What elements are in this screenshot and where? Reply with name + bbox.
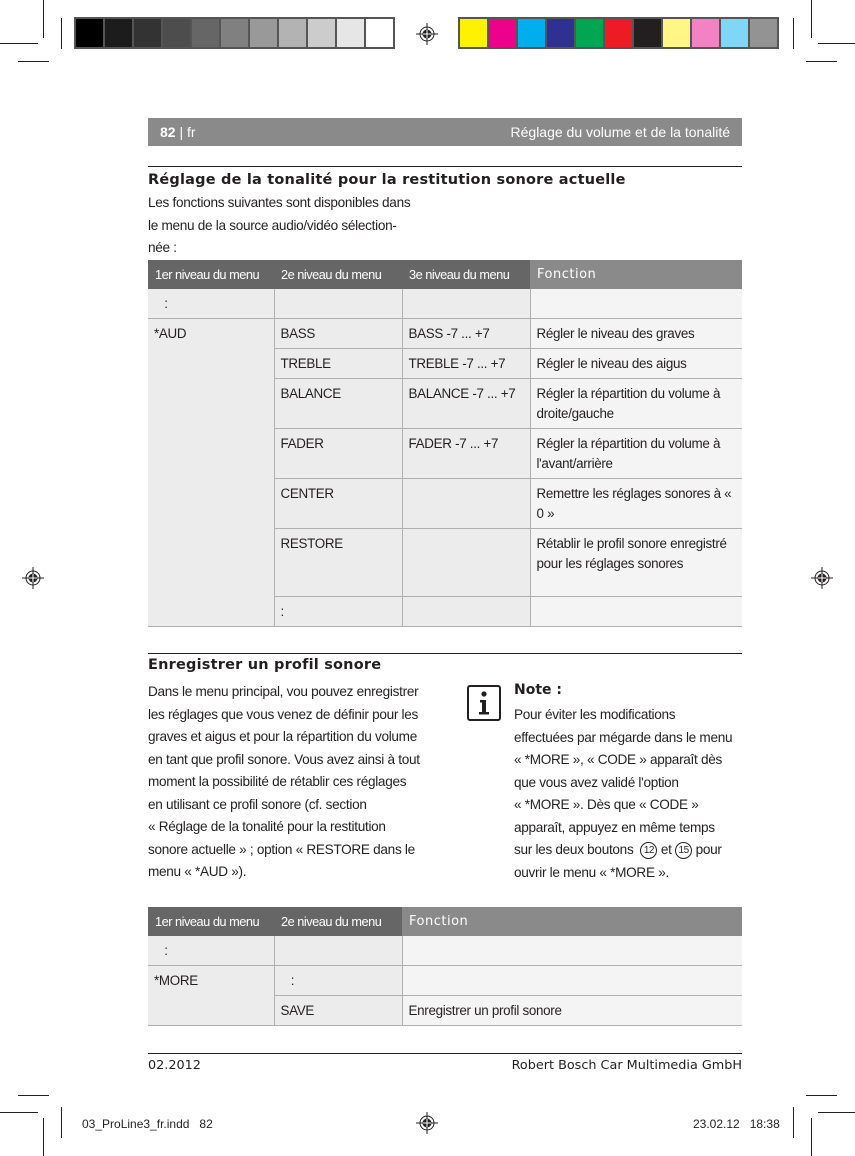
table-cell [402, 936, 742, 966]
color-swatch [547, 19, 574, 47]
column-header: Fonction [402, 907, 742, 936]
table-cell: BASS [274, 319, 402, 349]
color-swatch [634, 19, 661, 47]
table-cell [530, 597, 742, 627]
page-number-label: 82 | fr [160, 124, 196, 140]
color-swatch [279, 19, 306, 47]
table-row [148, 289, 742, 319]
table-cell: FADER [274, 429, 402, 479]
column-header: 1er niveau du menu [148, 907, 274, 936]
crop-mark [811, 1118, 812, 1156]
color-swatch [134, 19, 161, 47]
table-row [148, 966, 742, 996]
registration-mark-icon [416, 1112, 438, 1134]
table-cell: : [148, 936, 274, 966]
section-heading: Réglage de la tonalité pour la restitution sonore actuelle [148, 172, 626, 188]
section-divider [148, 653, 742, 654]
color-swatch [76, 19, 103, 47]
crop-mark [18, 1095, 49, 1096]
section-heading: Enregistrer un profil sonore [148, 657, 382, 673]
crop-mark [43, 1118, 44, 1156]
page-number: 82 [160, 124, 176, 140]
crop-mark [793, 18, 794, 49]
table-cell [402, 289, 530, 319]
table-cell [402, 479, 530, 529]
table-cell: : [148, 289, 274, 319]
table-cell [530, 289, 742, 319]
menu-group-cell: *AUD [148, 319, 274, 627]
color-swatch [460, 19, 487, 47]
table-cell: Rétablir le profil sonore enregistré pour les réglages sonores [530, 529, 742, 597]
table-cell: : [274, 966, 402, 996]
table-cell: Régler la répartition du volume à l'avant/arrière [530, 429, 742, 479]
table-header-row [148, 907, 742, 936]
color-swatch [192, 19, 219, 47]
note-text: Pour éviter les modifications effectuées par mégarde dans le menu « *MORE », « CODE » apparaît dès que vous avez validé l'option « *MORE ». Dès que « CODE » apparaît, appuyez en même temps sur les deux boutons 12 et 15 pour ouvrir le menu « *MORE ». [514, 707, 733, 880]
color-swatch [576, 19, 603, 47]
section-title: Réglage du volume et de la tonalité [510, 124, 730, 140]
aud-menu-table [148, 260, 742, 627]
language-code: fr [187, 124, 196, 140]
table-cell [274, 936, 402, 966]
table-cell: Régler la répartition du volume à droite/gauche [530, 379, 742, 429]
crop-mark [18, 61, 49, 62]
color-swatch [163, 19, 190, 47]
button-number-badge: 15 [675, 842, 692, 859]
table-cell: Enregistrer un profil sonore [402, 996, 742, 1026]
table-cell: Régler le niveau des aigus [530, 349, 742, 379]
crop-mark [806, 1095, 837, 1096]
color-swatch [692, 19, 719, 47]
color-swatch [366, 19, 393, 47]
table-cell: BALANCE [274, 379, 402, 429]
table-cell: CENTER [274, 479, 402, 529]
table-cell: RESTORE [274, 529, 402, 597]
table-header-row [148, 260, 742, 289]
table-cell [274, 289, 402, 319]
table-cell: TREBLE -7 ... +7 [402, 349, 530, 379]
table-cell: FADER -7 ... +7 [402, 429, 530, 479]
color-swatch-bar [458, 17, 779, 49]
section-divider [148, 166, 742, 167]
note-title: Note : [514, 682, 562, 698]
menu-group-cell: *MORE [148, 966, 274, 1026]
crop-mark [806, 61, 837, 62]
registration-mark-icon [811, 567, 833, 589]
crop-mark [818, 1112, 855, 1113]
color-swatch [337, 19, 364, 47]
column-header: 1er niveau du menu [148, 260, 274, 289]
color-swatch [250, 19, 277, 47]
column-header: 2e niveau du menu [274, 907, 402, 936]
table-cell: Régler le niveau des graves [530, 319, 742, 349]
table-cell: TREBLE [274, 349, 402, 379]
body-paragraph: Dans le menu principal, vou pouvez enregistrer les réglages que vous venez de définir pour les graves et aigus et pour la répartition du volume en tant que profil sonore. Vous avez ainsi à tout moment la possibilité de rétablir ces réglages en utilisant ce profil sonore (cf. section « Réglage de la tonalité pour la restitution sonore actuelle » ; option « RESTORE dans le menu « *AUD »). [148, 684, 420, 879]
table-cell: SAVE [274, 996, 402, 1026]
color-swatch [605, 19, 632, 47]
color-swatch [663, 19, 690, 47]
table-cell: : [274, 597, 402, 627]
crop-mark [61, 18, 62, 49]
crop-mark [61, 1107, 62, 1138]
table-row [148, 319, 742, 349]
color-swatch [750, 19, 777, 47]
grayscale-swatch-bar [74, 17, 395, 49]
intro-paragraph: Les fonctions suivantes sont disponibles dans le menu de la source audio/vidéo sélection- née : [148, 195, 411, 255]
crop-mark [811, 0, 812, 38]
color-swatch [518, 19, 545, 47]
crop-mark [818, 43, 855, 44]
info-icon [467, 685, 501, 721]
footer-company: Robert Bosch Car Multimedia GmbH [511, 1058, 742, 1073]
crop-mark [43, 0, 44, 38]
color-swatch [721, 19, 748, 47]
color-swatch [105, 19, 132, 47]
crop-mark [793, 1107, 794, 1138]
color-swatch [489, 19, 516, 47]
column-header: 2e niveau du menu [274, 260, 402, 289]
registration-mark-icon [416, 23, 438, 45]
color-swatch [221, 19, 248, 47]
more-menu-table [148, 907, 742, 1026]
button-number-badge: 12 [640, 842, 657, 859]
footer-date: 02.2012 [148, 1058, 201, 1073]
table-cell [402, 966, 742, 996]
table-cell: BASS -7 ... +7 [402, 319, 530, 349]
slug-filename: 03_ProLine3_fr.indd 82 [82, 1117, 213, 1131]
table-cell: BALANCE -7 ... +7 [402, 379, 530, 429]
crop-mark [0, 43, 38, 44]
table-cell [402, 597, 530, 627]
registration-mark-icon [22, 567, 44, 589]
table-cell [402, 529, 530, 597]
column-header: 3e niveau du menu [402, 260, 530, 289]
table-cell: Remettre les réglages sonores à « 0 » [530, 479, 742, 529]
crop-mark [0, 1112, 38, 1113]
footer-divider [148, 1053, 742, 1054]
column-header: Fonction [530, 260, 742, 289]
table-row [148, 936, 742, 966]
color-swatch [308, 19, 335, 47]
running-header [148, 118, 742, 146]
slug-datetime: 23.02.12 18:38 [693, 1117, 780, 1131]
